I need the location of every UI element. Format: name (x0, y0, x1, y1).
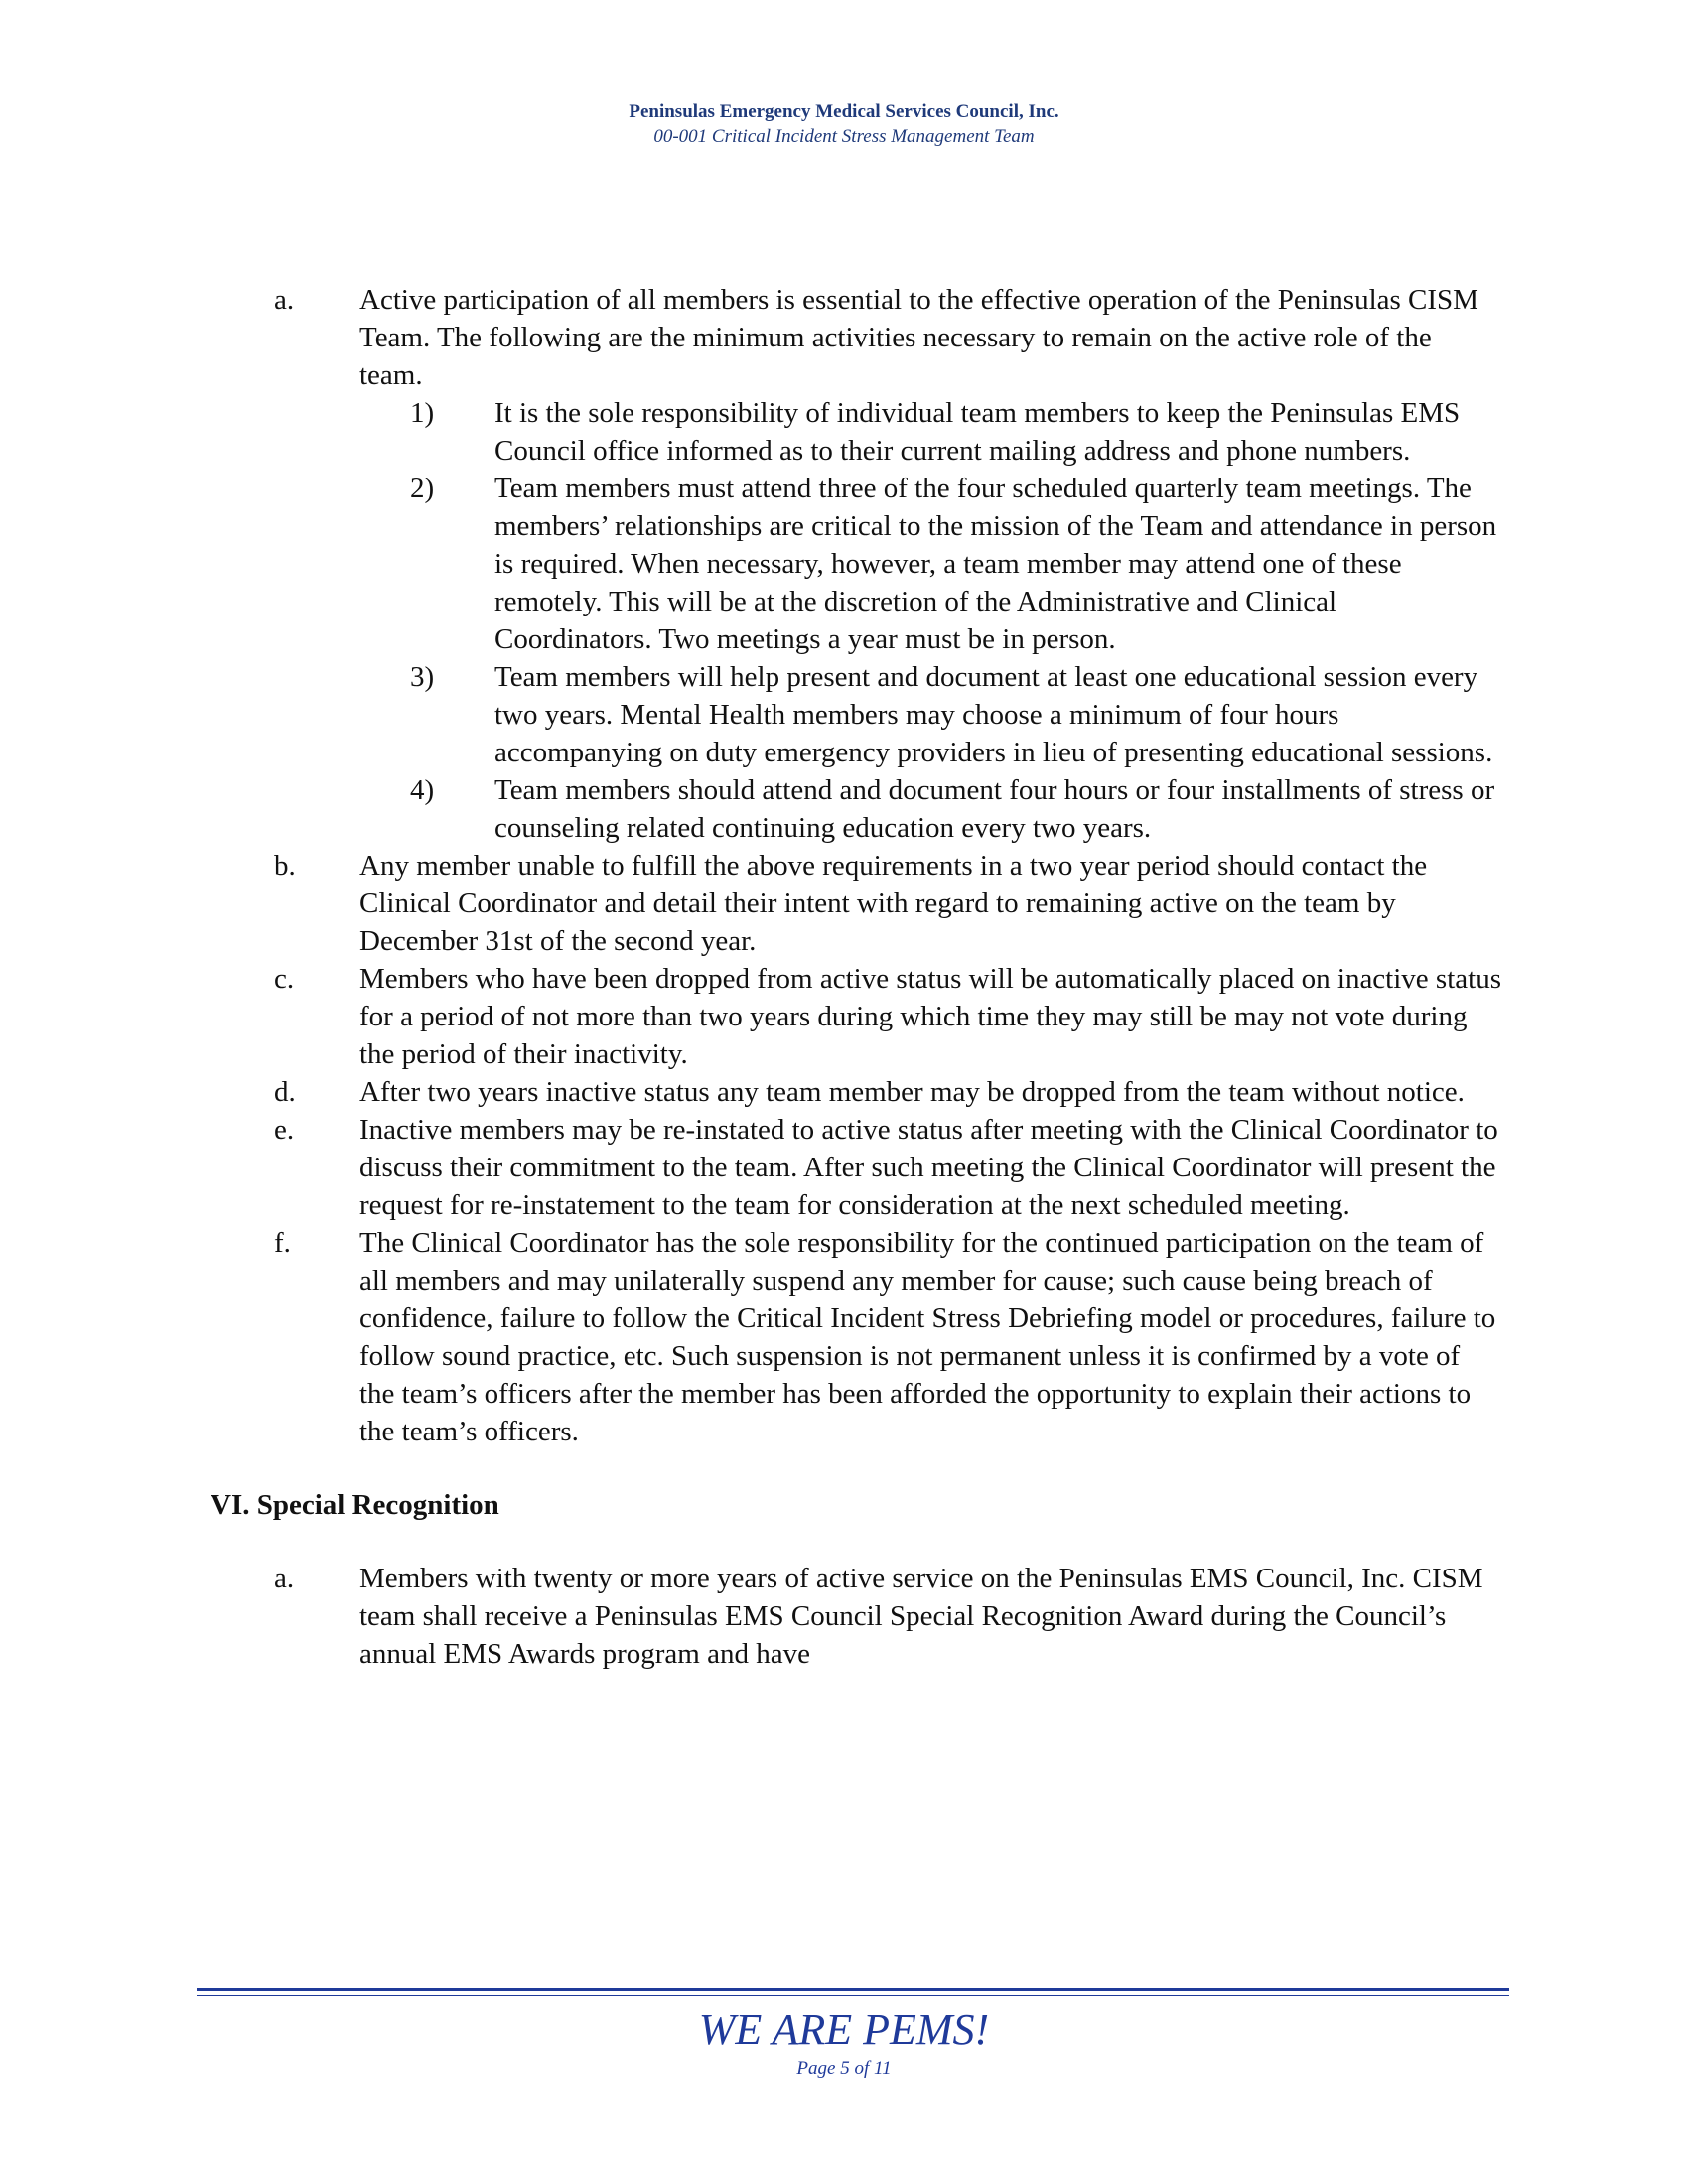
list-marker: 3) (410, 661, 435, 693)
list-marker: 4) (410, 774, 435, 806)
list-text: Team members must attend three of the four scheduled quarterly team meetings. The members’ relationships are critical to the mission of the Team and attendance in person is required. When necessary, however, a team member may attend one of these remotely. This will be at the discretion of the Administrative and Clinical Coordinators. Two meetings a year must be in person. (494, 473, 1497, 655)
footer-divider (197, 1988, 1509, 1991)
document-title: 00-001 Critical Incident Stress Management Team (653, 126, 1035, 147)
list-marker: a. (274, 284, 295, 316)
page-header (0, 99, 1688, 149)
list-text: Active participation of all members is essential to the effective operation of the Peninsulas CISM Team. The following are the minimum activities necessary to remain on the active role of the team. (359, 284, 1478, 391)
list-item-f (0, 1224, 1688, 1450)
list-item-d (0, 1073, 1688, 1111)
list-marker: a. (274, 1563, 295, 1594)
list-text: After two years inactive status any team member may be dropped from the team without notice. (359, 1076, 1465, 1108)
list-marker: b. (274, 850, 296, 882)
list-text: It is the sole responsibility of individual team members to keep the Peninsulas EMS Council office informed as to their current mailing address and phone numbers. (494, 397, 1461, 467)
document-body (0, 281, 1688, 1673)
list-text: Inactive members may be re-instated to active status after meeting with the Clinical Coordinator to discuss their commitment to the team. After such meeting the Clinical Coordinator will present the request for re-instatement to the team for consideration at the next scheduled meeting. (359, 1114, 1498, 1221)
list-item-e (0, 1111, 1688, 1224)
list-text: Members with twenty or more years of active service on the Peninsulas EMS Council, Inc. CISM team shall receive a Peninsulas EMS Council Special Recognition Award during the Council’s annual EMS Awards program and have (359, 1563, 1483, 1670)
section-list-item-a (0, 1560, 1688, 1673)
list-marker: f. (274, 1227, 291, 1259)
list-item-b (0, 847, 1688, 960)
section-heading: VI. Special Recognition (211, 1489, 499, 1521)
list-item-a (0, 281, 1688, 394)
list-marker: d. (274, 1076, 296, 1108)
footer-divider-thin (197, 1995, 1509, 1996)
organization-name: Peninsulas Emergency Medical Services Council, Inc. (629, 101, 1059, 122)
list-item-3 (0, 658, 1688, 771)
list-item-2 (0, 470, 1688, 658)
footer-slogan: WE ARE PEMS! (698, 2005, 990, 2054)
list-marker: c. (274, 963, 295, 995)
list-marker: 2) (410, 473, 435, 504)
list-item-4 (0, 771, 1688, 847)
list-item-1 (0, 394, 1688, 470)
list-text: Any member unable to fulfill the above requirements in a two year period should contact the Clinical Coordinator and detail their intent with regard to remaining active on the team by December 31st of the second year. (359, 850, 1428, 957)
list-text: Team members should attend and document four hours or four installments of stress or counseling related continuing education every two years. (494, 774, 1495, 844)
list-text: Members who have been dropped from active status will be automatically placed on inactive status for a period of not more than two years during which time they may still be may not vote during the period of their inactivity. (359, 963, 1501, 1070)
list-item-c (0, 960, 1688, 1073)
page-number: Page 5 of 11 (796, 2058, 892, 2079)
list-marker: 1) (410, 397, 435, 429)
list-marker: e. (274, 1114, 295, 1146)
list-text: The Clinical Coordinator has the sole responsibility for the continued participation on the team of all members and may unilaterally suspend any member for cause; such cause being breach of confidence, failure to follow the Critical Incident Stress Debriefing model or procedures, failure to follow sound practice, etc. Such suspension is not permanent unless it is confirmed by a vote of the team’s officers after the member has been afforded the opportunity to explain their actions to the team’s officers. (359, 1227, 1496, 1447)
list-text: Team members will help present and document at least one educational session every two years. Mental Health members may choose a minimum of four hours accompanying on duty emergency providers in lieu of presenting educational sessions. (494, 661, 1493, 768)
